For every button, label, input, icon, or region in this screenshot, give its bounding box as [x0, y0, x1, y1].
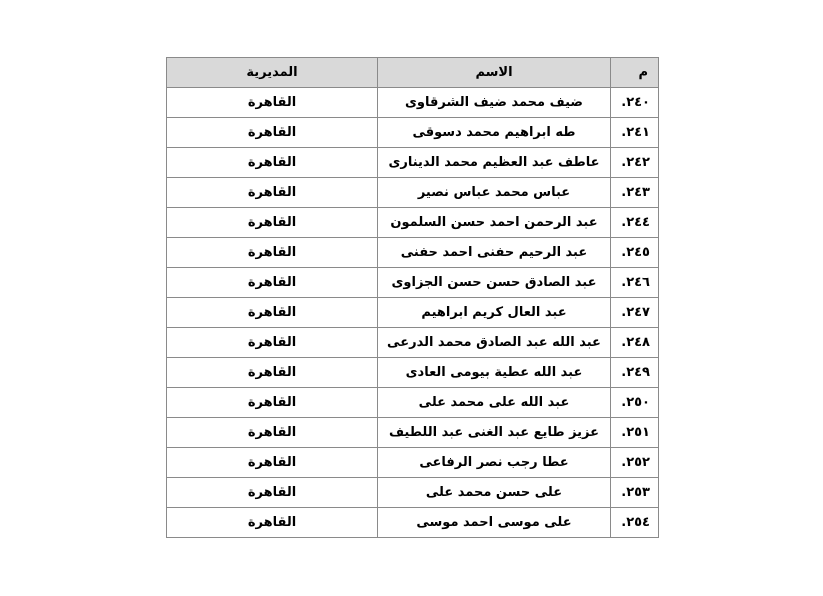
row-number-cell: ٢٤١.: [611, 118, 659, 148]
row-directorate-cell: القاهرة: [167, 388, 378, 418]
table-row: [167, 328, 659, 358]
row-number-cell: ٢٥١.: [611, 418, 659, 448]
row-name-cell: عبد الله على محمد على: [378, 388, 611, 418]
row-name-cell: على موسى احمد موسى: [378, 508, 611, 538]
table-row: [167, 118, 659, 148]
row-name-cell: عبد الله عبد الصادق محمد الدرعى: [378, 328, 611, 358]
row-name-cell: عطا رجب نصر الرفاعى: [378, 448, 611, 478]
row-directorate-cell: القاهرة: [167, 118, 378, 148]
row-number-cell: ٢٤٣.: [611, 178, 659, 208]
row-name-cell: عبد الله عطية بيومى العادى: [378, 358, 611, 388]
row-number-cell: ٢٤٢.: [611, 148, 659, 178]
table-body: [167, 88, 659, 538]
row-name-cell: عاطف عبد العظيم محمد الدينارى: [378, 148, 611, 178]
header-row: [167, 58, 659, 88]
names-table: [166, 57, 659, 538]
table-row: [167, 298, 659, 328]
row-directorate-cell: القاهرة: [167, 478, 378, 508]
row-directorate-cell: القاهرة: [167, 148, 378, 178]
row-number-cell: ٢٤٦.: [611, 268, 659, 298]
table-row: [167, 88, 659, 118]
row-directorate-cell: القاهرة: [167, 418, 378, 448]
table-row: [167, 238, 659, 268]
row-directorate-cell: القاهرة: [167, 238, 378, 268]
row-directorate-cell: القاهرة: [167, 448, 378, 478]
row-number-cell: ٢٥٣.: [611, 478, 659, 508]
table-row: [167, 268, 659, 298]
header-directorate: المديرية: [167, 58, 378, 88]
row-name-cell: عبد العال كريم ابراهيم: [378, 298, 611, 328]
row-name-cell: ضيف محمد ضيف الشرقاوى: [378, 88, 611, 118]
table-header: [167, 58, 659, 88]
row-number-cell: ٢٥٠.: [611, 388, 659, 418]
table-row: [167, 448, 659, 478]
row-name-cell: عباس محمد عباس نصير: [378, 178, 611, 208]
row-number-cell: ٢٤٤.: [611, 208, 659, 238]
row-name-cell: على حسن محمد على: [378, 478, 611, 508]
row-number-cell: ٢٤٧.: [611, 298, 659, 328]
table-row: [167, 478, 659, 508]
row-directorate-cell: القاهرة: [167, 208, 378, 238]
row-number-cell: ٢٥٢.: [611, 448, 659, 478]
table-row: [167, 418, 659, 448]
row-number-cell: ٢٤٠.: [611, 88, 659, 118]
table-row: [167, 148, 659, 178]
row-name-cell: طه ابراهيم محمد دسوقى: [378, 118, 611, 148]
row-directorate-cell: القاهرة: [167, 268, 378, 298]
row-name-cell: عبد الرحمن احمد حسن السلمون: [378, 208, 611, 238]
table-row: [167, 508, 659, 538]
row-name-cell: عبد الصادق حسن حسن الجزاوى: [378, 268, 611, 298]
row-directorate-cell: القاهرة: [167, 508, 378, 538]
row-number-cell: ٢٤٩.: [611, 358, 659, 388]
row-number-cell: ٢٥٤.: [611, 508, 659, 538]
table-row: [167, 388, 659, 418]
row-directorate-cell: القاهرة: [167, 358, 378, 388]
row-number-cell: ٢٤٨.: [611, 328, 659, 358]
header-name: الاسم: [378, 58, 611, 88]
row-name-cell: عبد الرحيم حفنى احمد حفنى: [378, 238, 611, 268]
row-directorate-cell: القاهرة: [167, 298, 378, 328]
row-name-cell: عزيز طايع عبد الغنى عبد اللطيف: [378, 418, 611, 448]
row-directorate-cell: القاهرة: [167, 178, 378, 208]
table-row: [167, 208, 659, 238]
row-directorate-cell: القاهرة: [167, 328, 378, 358]
table-row: [167, 178, 659, 208]
row-number-cell: ٢٤٥.: [611, 238, 659, 268]
header-number: م: [611, 58, 659, 88]
table-row: [167, 358, 659, 388]
row-directorate-cell: القاهرة: [167, 88, 378, 118]
